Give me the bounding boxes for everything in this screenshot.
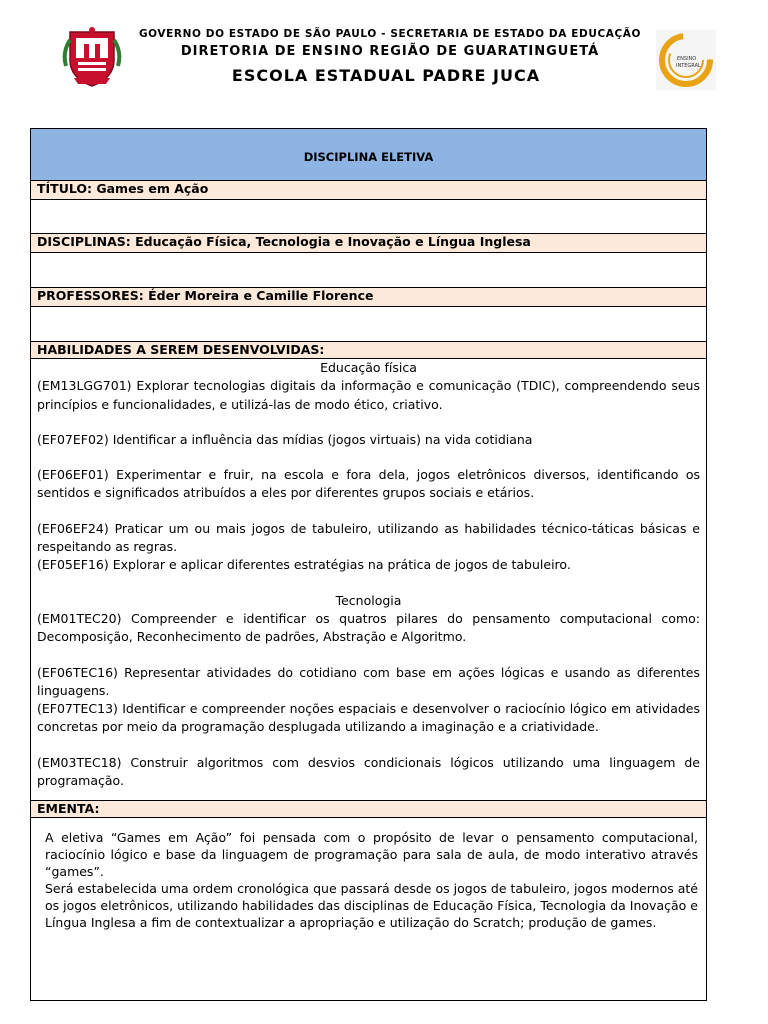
svg-text:ENSINO: ENSINO [677,56,697,62]
skill-item: (EM13LGG701) Explorar tecnologias digitais da informação e comunicação (TDIC), compreendendo seus princípios e funcionalidades, e utilizá-las de modo ético, criativo. [37,378,700,412]
professores-blank-row [31,307,706,342]
elective-form-table [30,128,707,1001]
header-directorate-line: DIRETORIA DE ENSINO REGIÃO DE GUARATINGUETÁ [180,44,600,59]
titulo-blank-row [31,200,706,234]
habilidades-label-row: HABILIDADES A SEREM DESENVOLVIDAS: [31,342,706,359]
skill-item: (EF07EF02) Identificar a influência das mídias (jogos virtuais) na vida cotidiana [37,431,533,447]
professores-row: PROFESSORES: Éder Moreira e Camille Florence [31,288,706,307]
ementa-paragraph: Será estabelecida uma ordem cronológica que passará desde os jogos de tabuleiro, jogos modernos até os jogos eletrônicos, utilizando habilidades das disciplinas de Educação Física, Tecnologia da Inovação e Língua Inglesa a fim de contextualizar a apropriação e utilização do Scratch; produção de games. [45,881,698,930]
document-header [0,0,768,110]
skill-item: (EF06TEC16) Representar atividades do cotidiano com base em ações lógicas e usando as diferentes linguagens. [37,664,700,698]
skill-item: (EF06EF24) Praticar um ou mais jogos de tabuleiro, utilizando as habilidades técnico-táticas básicas e respeitando as regras. [37,520,700,555]
educacao-fisica-heading: Educação física [320,360,417,375]
titulo-row: TÍTULO: Games em Ação [31,181,706,200]
skill-item: (EF05EF16) Explorar e aplicar diferentes estratégias na prática de jogos de tabuleiro. [37,557,571,573]
disciplinas-blank-row [31,253,706,288]
skill-item: (EF07TEC13) Identificar e compreender noções espaciais e desenvolver o raciocínio lógico em atividades concretas por meio da programação desplugada utilizando a imaginação e a criatividade. [37,701,700,735]
tecnologia-heading: Tecnologia [335,592,402,608]
disciplinas-row: DISCIPLINAS: Educação Física, Tecnologia e Inovação e Língua Inglesa [31,234,706,253]
school-name: ESCOLA ESTADUAL PADRE JUCA [231,66,541,85]
ementa-paragraph: A eletiva “Games em Ação” foi pensada com o propósito de levar o pensamento computacional, raciocínio lógico e base da linguagem de programação para sala de aula, de modo interativo através “games”. [45,830,698,879]
ementa-content [31,829,706,931]
ementa-label-row: EMENTA: [31,801,706,818]
habilidades-content [31,359,706,801]
ensino-integral-logo-icon [656,30,716,90]
header-government-line: GOVERNO DO ESTADO DE SÃO PAULO - SECRETARIA DE ESTADO DA EDUCAÇÃO [138,28,642,40]
svg-text:INTEGRAL: INTEGRAL [676,63,701,69]
skill-item: (EF06EF01) Experimentar e fruir, na escola e fora dela, jogos eletrônicos diversos, identificando os sentidos e significados atribuídos a eles por diferentes grupos sociais e etários. [37,467,700,501]
skill-item: (EM01TEC20) Compreender e identificar os quatros pilares do pensamento computacional como: Decomposição, Reconhecimento de padrões, Abstração e Algoritmo. [37,610,700,645]
skill-item: (EM03TEC18) Construir algoritmos com desvios condicionais lógicos utilizando uma linguagem de programação. [37,754,700,789]
form-heading: DISCIPLINA ELETIVA [31,129,706,181]
